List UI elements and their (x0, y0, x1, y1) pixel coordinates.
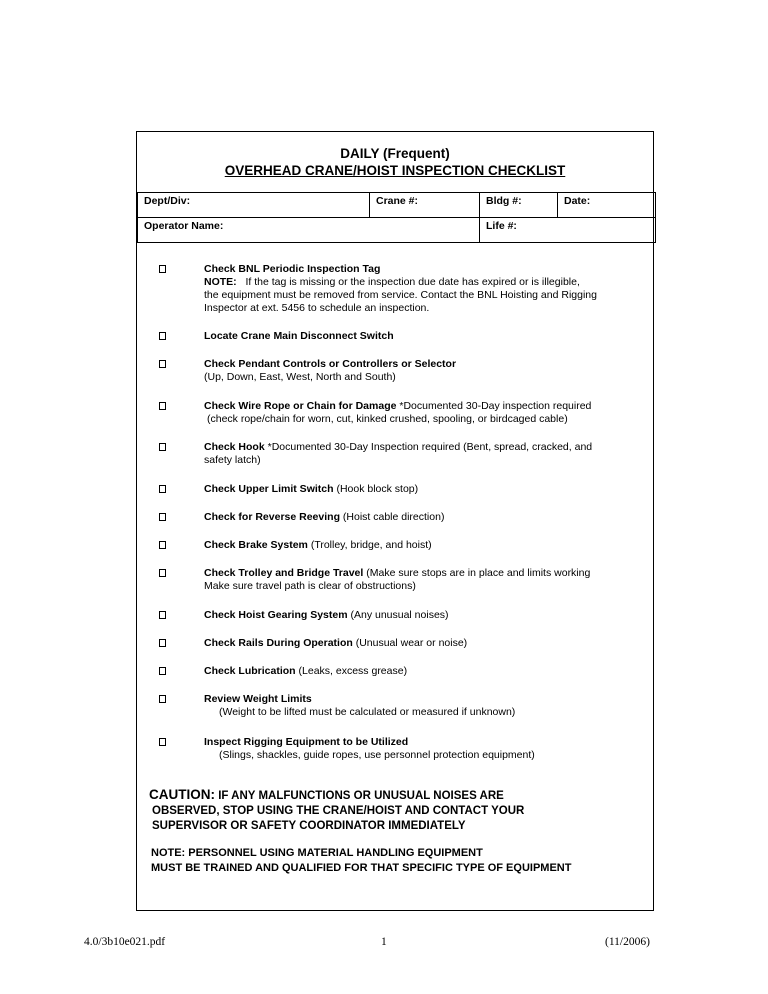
checkbox-icon[interactable] (159, 332, 166, 340)
item-suffix: (Unusual wear or noise) (352, 637, 468, 649)
item-title: Check BNL Periodic Inspection Tag (204, 263, 381, 275)
item-suffix: (Leaks, excess grease) (295, 665, 408, 677)
item-suffix: (Make sure stops are in place and limits working (363, 567, 591, 579)
item-title: Check Lubrication (204, 665, 296, 677)
footer-date: (11/2006) (605, 936, 650, 948)
note-label: NOTE: (204, 276, 237, 288)
checkbox-icon[interactable] (159, 611, 166, 619)
caution-line1: IF ANY MALFUNCTIONS OR UNUSUAL NOISES ARE (215, 790, 504, 802)
date-field[interactable]: Date: (558, 193, 656, 218)
item-title: Check Rails During Operation (204, 637, 353, 649)
item-title: Check Hook (204, 441, 265, 453)
item-suffix: *Documented 30-Day Inspection required (Bent, spread, cracked, and (264, 441, 593, 453)
item-suffix: (Hook block stop) (333, 483, 419, 495)
title-line1: DAILY (Frequent) (340, 146, 450, 161)
caution-line2: OBSERVED, STOP USING THE CRANE/HOIST AND CONTACT YOUR (152, 805, 525, 817)
checkbox-icon[interactable] (159, 667, 166, 675)
checkbox-icon[interactable] (159, 402, 166, 410)
item-suffix: (Hoist cable direction) (339, 511, 445, 523)
operator-name-field[interactable]: Operator Name: (138, 218, 480, 243)
item-detail: Inspector at ext. 5456 to schedule an inspection. (204, 302, 430, 314)
item-title: Review Weight Limits (204, 693, 312, 705)
training-note (151, 846, 651, 876)
item-detail: the equipment must be removed from service. Contact the BNL Hoisting and Rigging (204, 289, 597, 301)
item-detail: (Weight to be lifted must be calculated or measured if unknown) (219, 706, 516, 718)
crane-number-field[interactable]: Crane #: (370, 193, 480, 218)
dept-div-field[interactable]: Dept/Div: (138, 193, 370, 218)
checkbox-icon[interactable] (159, 738, 166, 746)
title-line2: OVERHEAD CRANE/HOIST INSPECTION CHECKLIST (224, 163, 566, 178)
checkbox-icon[interactable] (159, 541, 166, 549)
checkbox-icon[interactable] (159, 513, 166, 521)
item-title: Check Upper Limit Switch (204, 483, 334, 495)
checkbox-icon[interactable] (159, 360, 166, 368)
caution-label: CAUTION: (149, 787, 215, 802)
item-suffix: (Any unusual noises) (347, 609, 449, 621)
header-fields-table (137, 192, 656, 243)
item-detail: (check rope/chain for worn, cut, kinked crushed, spooling, or birdcaged cable) (207, 413, 568, 425)
item-detail: safety latch) (204, 454, 261, 466)
item-title: Inspect Rigging Equipment to be Utilized (204, 736, 409, 748)
item-suffix: (Trolley, bridge, and hoist) (307, 539, 432, 551)
caution-line3: SUPERVISOR OR SAFETY COORDINATOR IMMEDIATELY (152, 820, 466, 832)
item-title: Check Trolley and Bridge Travel (204, 567, 364, 579)
caution-block (149, 787, 649, 834)
item-suffix: *Documented 30-Day inspection required (396, 400, 592, 412)
item-title: Check Wire Rope or Chain for Damage (204, 400, 397, 412)
checkbox-icon[interactable] (159, 443, 166, 451)
item-title: Check Hoist Gearing System (204, 609, 348, 621)
item-title: Locate Crane Main Disconnect Switch (204, 330, 394, 342)
checkbox-icon[interactable] (159, 485, 166, 493)
note-text: If the tag is missing or the inspection due date has expired or is illegible, (245, 276, 580, 288)
item-title: Check Brake System (204, 539, 308, 551)
bldg-number-field[interactable]: Bldg #: (480, 193, 558, 218)
checkbox-icon[interactable] (159, 695, 166, 703)
item-detail: (Slings, shackles, guide ropes, use personnel protection equipment) (219, 749, 535, 761)
checkbox-icon[interactable] (159, 265, 166, 273)
training-note-line1: NOTE: PERSONNEL USING MATERIAL HANDLING EQUIPMENT (151, 847, 483, 859)
training-note-line2: MUST BE TRAINED AND QUALIFIED FOR THAT SPECIFIC TYPE OF EQUIPMENT (151, 862, 572, 874)
checkbox-icon[interactable] (159, 569, 166, 577)
footer-page-number: 1 (381, 936, 387, 948)
checklist-frame (136, 131, 654, 911)
life-number-field[interactable]: Life #: (480, 218, 656, 243)
item-title: Check Pendant Controls or Controllers or Selector (204, 358, 457, 370)
item-title: Check for Reverse Reeving (204, 511, 340, 523)
checkbox-icon[interactable] (159, 639, 166, 647)
footer-file: 4.0/3b10e021.pdf (84, 936, 166, 948)
item-detail: (Up, Down, East, West, North and South) (204, 371, 396, 383)
item-detail: Make sure travel path is clear of obstructions) (204, 580, 416, 592)
